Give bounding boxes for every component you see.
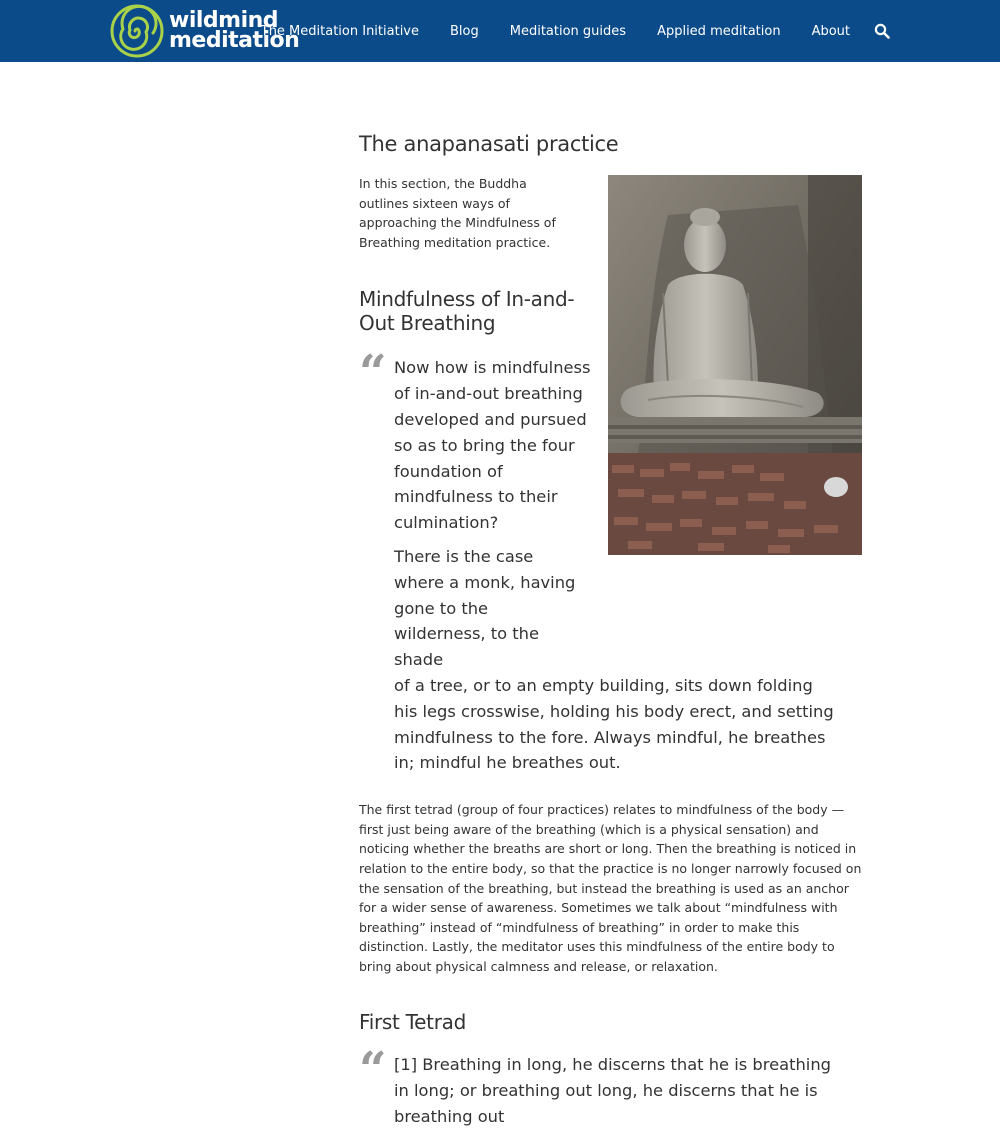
nav-meditation-guides[interactable]: Meditation guides (509, 23, 627, 39)
blockquote-2 (359, 1042, 862, 1129)
nav-about[interactable]: About (811, 23, 850, 39)
quote-paragraph-2-lead: There is the case where a monk, having gone to the wilderness, to the shade (394, 546, 576, 670)
article-content (359, 118, 862, 1130)
logo-line-2: meditation (169, 28, 300, 53)
intro-paragraph: In this section, the Buddha outlines sixteen ways of approaching the Mindfulness of Breathing meditation practice. (359, 176, 556, 250)
section-heading-mindfulness: Mindfulness of In-and-Out Breathing (359, 287, 575, 336)
nav-meditation-initiative[interactable]: The Meditation Initiative (260, 23, 419, 39)
quote-paragraph-1: Now how is mindfulness of in-and-out breathing developed and pursued so as to bring the four foundation of mindfulness to their culmination? (394, 358, 591, 533)
search-icon[interactable] (874, 23, 890, 39)
quote-mark-icon: “ (359, 1042, 387, 1099)
main-nav (230, 0, 890, 62)
quote-paragraph-2 (394, 544, 834, 776)
page-title: The anapanasati practice (359, 132, 619, 156)
quote-2-paragraph: [1] Breathing in long, he discerns that he is breathing in long; or breathing out long, he discerns that he is breathing out (394, 1055, 831, 1127)
quote-mark-icon: “ (359, 345, 387, 402)
nav-blog[interactable]: Blog (450, 23, 479, 39)
logo-line-1: wildmind (169, 8, 279, 33)
section-heading-first-tetrad: First Tetrad (359, 1010, 466, 1035)
quote-paragraph-2-rest: of a tree, or to an empty building, sits down folding his legs crosswise, holding his body erect, and setting mindfulness to the fore. Always mindful, he breathes in; mindful he breathes out. (394, 675, 834, 773)
spiral-logo-icon (110, 4, 164, 58)
nav-applied-meditation[interactable]: Applied meditation (657, 23, 781, 39)
body-paragraph: The first tetrad (group of four practices) relates to mindfulness of the body — first just being aware of the breathing (which is a physical sensation) and noticing whether the breaths are short or long. Then the breathing is noticed in relation to the entire body, so that the practice is no longer narrowly focused on the sensation of the breathing, but instead the breathing is used as an anchor for a wider sense of awareness. Sometimes we talk about “mindfulness with breathing” instead of “mindfulness of breathing” in order to make this distinction. Lastly, the meditator uses this mindfulness of the entire body to bring about physical calmness and release, or relaxation. (359, 802, 862, 974)
site-header (0, 0, 1000, 62)
blockquote-1 (359, 345, 862, 776)
